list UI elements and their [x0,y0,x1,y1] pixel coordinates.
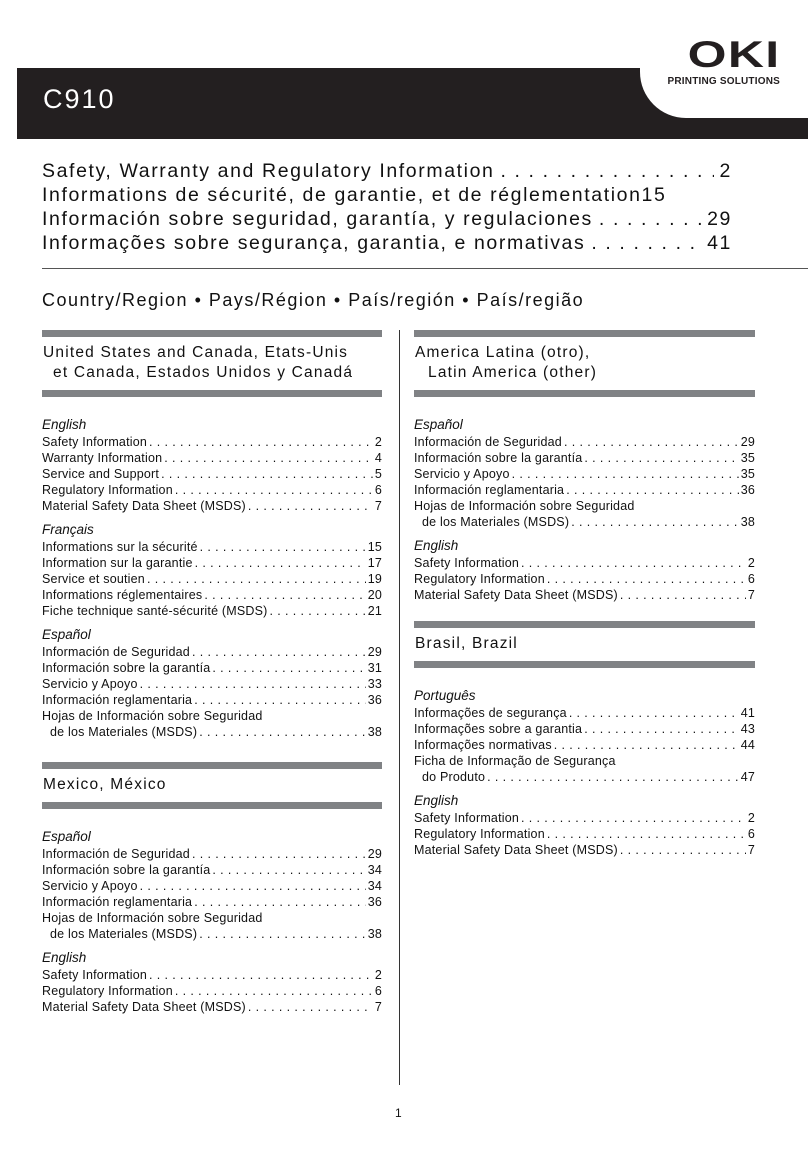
dot-leader [554,737,739,753]
section-title-line: Latin America (other) [428,364,598,381]
entry-page: 44 [740,738,755,752]
dot-leader [192,846,366,862]
dot-leader [500,160,713,183]
toc-entry[interactable] [414,514,755,530]
entry-page: 41 [740,706,755,720]
main-toc-title: Información sobre seguridad, garantía, y regulaciones [42,208,593,230]
entry-title: do Produto [422,770,486,784]
entry-title: Regulatory Information [414,827,545,841]
toc-entry[interactable] [414,434,755,450]
entry-title: Servicio y Apoyo [42,879,138,893]
section-title-line: et Canada, Estados Unidos y Canadá [53,364,354,381]
dot-leader [521,555,746,571]
entry-page: 7 [747,588,755,602]
entry-page: 15 [367,540,382,554]
main-toc-row[interactable] [42,160,732,184]
entry-page: 47 [740,770,755,784]
toc-entry[interactable] [414,571,755,587]
entry-title: Informações normativas [414,738,552,752]
dot-leader [487,769,739,785]
toc-entry[interactable] [42,466,382,482]
dot-leader [566,482,738,498]
entry-title: Safety Information [42,968,148,982]
entry-title: Service et soutien [42,572,145,586]
entry-page: 36 [367,693,382,707]
entry-page: 6 [374,483,382,497]
section-bar [414,621,755,628]
entry-title: Información reglamentaria [42,693,193,707]
dot-leader [194,894,365,910]
entry-title: Warranty Information [42,451,163,465]
dot-leader [620,587,746,603]
logo-mark: OKI [687,34,780,75]
section-title-latin-america [414,337,755,390]
entry-title: Material Safety Data Sheet (MSDS) [414,588,618,602]
entry-title: de los Materiales (MSDS) [50,725,198,739]
entry-page: 29 [740,435,755,449]
entry-title[interactable]: Ficha de Informação de Segurança [414,754,616,768]
toc-entry[interactable] [42,571,382,587]
toc-entry[interactable] [42,660,382,676]
main-toc-page: 15 [641,184,667,206]
entry-page: 38 [740,515,755,529]
section-bar [42,802,382,809]
entry-page: 43 [740,722,755,736]
entry-title[interactable]: Hojas de Información sobre Seguridad [42,911,263,925]
entry-page: 21 [367,604,382,618]
entry-page: 2 [747,556,755,570]
section-bar [42,762,382,769]
main-toc-row[interactable] [42,208,732,232]
entry-page: 6 [374,984,382,998]
dot-leader [194,692,365,708]
dot-leader [149,434,373,450]
dot-leader [564,434,739,450]
toc-entry[interactable] [42,999,382,1015]
entry-page: 4 [374,451,382,465]
entry-page: 6 [747,572,755,586]
entry-title: Informações de segurança [414,706,567,720]
entry-page: 7 [374,499,382,513]
entry-title: Regulatory Information [42,483,173,497]
entry-title[interactable]: Hojas de Información sobre Seguridad [42,709,263,723]
toc-entry[interactable] [414,826,755,842]
entry-page: 31 [367,661,382,675]
dot-leader [200,539,366,555]
toc-entry[interactable] [42,555,382,571]
toc-entry[interactable] [414,450,755,466]
toc-entry[interactable] [42,692,382,708]
toc-entry[interactable] [42,878,382,894]
language-label: Español [42,829,91,844]
toc-entry[interactable] [42,603,382,619]
entry-title: Informations sur la sécurité [42,540,198,554]
section-title-line: America Latina (otro), [415,344,591,361]
dot-leader [620,842,746,858]
entry-title: Información reglamentaria [414,483,565,497]
region-heading: Country/Region • Pays/Région • País/región • País/região [42,290,585,310]
dot-leader [175,983,373,999]
language-label: Français [42,522,94,537]
toc-entry[interactable] [414,737,755,753]
entry-title: de los Materiales (MSDS) [50,927,198,941]
dot-leader [591,232,701,255]
section-bar [414,330,755,337]
entry-title: Información de Seguridad [42,645,190,659]
entry-page: 38 [367,927,382,941]
entry-title: Información sobre la garantía [42,863,211,877]
toc-entry[interactable] [414,842,755,858]
entry-title: Información reglamentaria [42,895,193,909]
entry-page: 33 [367,677,382,691]
dot-leader [140,676,366,692]
language-label: Español [414,417,463,432]
dot-leader [212,660,365,676]
entry-title: Material Safety Data Sheet (MSDS) [42,1000,246,1014]
section-title-line: United States and Canada, Etats-Unis [43,344,349,361]
entry-page: 36 [367,895,382,909]
toc-entry[interactable] [414,466,755,482]
entry-title: Information sur la garantie [42,556,193,570]
main-toc-page: 2 [719,160,732,182]
dot-leader [599,208,701,231]
toc-entry[interactable] [42,676,382,692]
dot-leader [584,450,738,466]
entry-page: 35 [740,467,755,481]
oki-logo [667,34,781,87]
dot-leader [147,571,366,587]
toc-entry[interactable] [42,724,382,740]
entry-title: Informations réglementaires [42,588,203,602]
language-label: English [42,417,87,432]
entry-title: Regulatory Information [42,984,173,998]
toc-entry[interactable] [414,555,755,571]
entry-title: Material Safety Data Sheet (MSDS) [42,499,246,513]
section-title-brazil: Brasil, Brazil [415,635,518,652]
language-label: English [414,793,459,808]
toc-entry[interactable] [42,983,382,999]
entry-page: 36 [740,483,755,497]
entry-title: Regulatory Information [414,572,545,586]
entry-title: Fiche technique santé-sécurité (MSDS) [42,604,268,618]
entry-title: Safety Information [414,556,520,570]
entry-title: Servicio y Apoyo [42,677,138,691]
entry-title: Información sobre la garantía [414,451,583,465]
dot-leader [547,826,746,842]
dot-leader [149,967,373,983]
toc-entry[interactable] [42,587,382,603]
main-toc-page: 41 [707,232,732,254]
toc-entry[interactable] [42,498,382,514]
language-label: English [42,950,87,965]
dot-leader [571,514,738,530]
toc-entry[interactable] [42,846,382,862]
main-toc-title: Informations de sécurité, de garantie, et de réglementation [42,184,642,206]
left-column [42,330,382,1015]
toc-entry[interactable] [414,482,755,498]
section-bar [42,330,382,337]
dot-leader [192,644,366,660]
entry-page: 19 [367,572,382,586]
toc-entry[interactable] [42,967,382,983]
main-toc-row[interactable] [42,232,732,256]
dot-leader [569,705,739,721]
toc-entry[interactable] [42,894,382,910]
entry-title: Safety Information [414,811,520,825]
dot-leader [199,926,365,942]
entry-page: 34 [367,863,382,877]
main-toc-title: Safety, Warranty and Regulatory Information [42,160,495,182]
dot-leader [212,862,365,878]
model-name: C910 [43,84,116,114]
entry-page: 2 [747,811,755,825]
entry-page: 34 [367,879,382,893]
entry-title: Safety Information [42,435,148,449]
dot-leader [164,450,373,466]
toc-entry[interactable] [42,644,382,660]
dot-leader [248,498,373,514]
toc-entry[interactable] [414,705,755,721]
logo-tagline: PRINTING SOLUTIONS [667,76,780,87]
entry-page: 38 [367,725,382,739]
entry-page: 5 [374,467,382,481]
divider-rule [42,268,808,269]
language-label: Español [42,627,91,642]
entry-page: 29 [367,645,382,659]
toc-entry[interactable] [42,434,382,450]
page-number: 1 [395,1106,402,1120]
toc-entry[interactable] [42,482,382,498]
toc-entry[interactable] [42,450,382,466]
toc-entry[interactable] [42,926,382,942]
entry-title[interactable]: Hojas de Información sobre Seguridad [414,499,635,513]
dot-leader [270,603,366,619]
dot-leader [161,466,373,482]
entry-page: 17 [367,556,382,570]
entry-title: Información de Seguridad [42,847,190,861]
toc-entry[interactable] [414,721,755,737]
section-title-us-canada [42,337,382,390]
entry-title: Servicio y Apoyo [414,467,510,481]
toc-entry[interactable] [414,587,755,603]
dot-leader [547,571,746,587]
entry-page: 35 [740,451,755,465]
section-bar [414,661,755,668]
language-label: Português [414,688,476,703]
main-toc-title: Informações sobre segurança, garantia, e normativas [42,232,586,254]
dot-leader [175,482,373,498]
toc-entry[interactable] [414,810,755,826]
entry-page: 6 [747,827,755,841]
dot-leader [195,555,366,571]
entry-page: 7 [747,843,755,857]
entry-title: Información de Seguridad [414,435,562,449]
main-toc-row[interactable] [42,184,732,208]
section-title-mexico: Mexico, México [43,776,167,793]
main-toc [42,160,732,256]
dot-leader [512,466,739,482]
entry-page: 20 [367,588,382,602]
dot-leader [521,810,746,826]
entry-title: Service and Support [42,467,160,481]
entry-page: 29 [367,847,382,861]
toc-entry[interactable] [42,539,382,555]
language-label: English [414,538,459,553]
dot-leader [584,721,738,737]
main-toc-page: 29 [707,208,732,230]
entry-title: Información sobre la garantía [42,661,211,675]
dot-leader [204,587,365,603]
entry-title: Informações sobre a garantia [414,722,583,736]
dot-leader [248,999,373,1015]
column-divider [399,330,400,1085]
right-column [414,330,755,858]
entry-title: de los Materiales (MSDS) [422,515,570,529]
toc-entry[interactable] [414,769,755,785]
entry-page: 2 [374,968,382,982]
section-bar [414,390,755,397]
entry-page: 7 [374,1000,382,1014]
dot-leader [199,724,365,740]
dot-leader [140,878,366,894]
entry-title: Material Safety Data Sheet (MSDS) [414,843,618,857]
entry-page: 2 [374,435,382,449]
toc-entry[interactable] [42,862,382,878]
section-bar [42,390,382,397]
